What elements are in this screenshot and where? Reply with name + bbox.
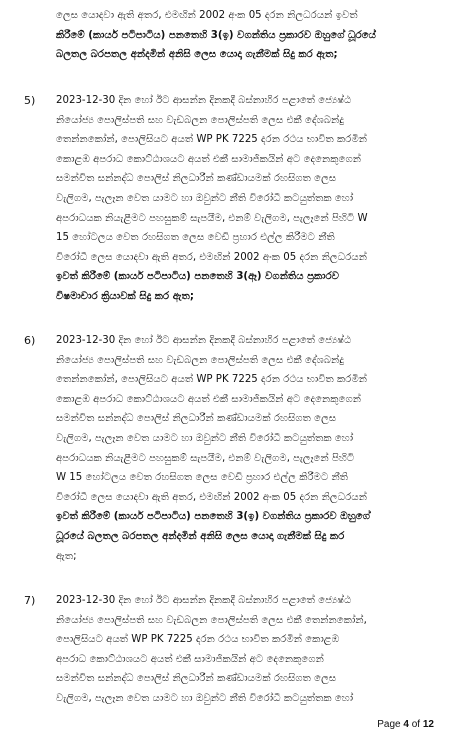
text-line: නියෝජ්‍ය පොලිස්පති සහ වැඩබලන පොලිස්පති ලෙස එකී තෙන්නකෝන්, — [56, 614, 367, 626]
text-line: තෙන්නකෝන්, පොලිසියට අයත් WP PK 7225 දරන රථය භාවිත කරමින් — [56, 374, 368, 386]
text-line: විෂමාචාර ක්‍රියාවක් සිදු කර ඇත; — [56, 290, 194, 302]
text-line: බලතල බරපතල අන්දමින් අනිසි ලෙස යොදා ගැනීමක් සිදු කර ඇත; — [56, 49, 338, 61]
paragraph-7 — [56, 591, 412, 709]
paragraph-6 — [56, 331, 412, 566]
text-line: පොලිසියට අයත් WP PK 7225 දරන රථය භාවිත කරමින් කොළඹ — [56, 634, 340, 646]
text-line: ඇත; — [56, 550, 77, 562]
text-line: W 15 හෝටලය වෙත රහසිගත ලෙස වෙඩි ප්‍රහාර එල්ල කිරීමට නීති — [56, 472, 349, 484]
paragraph-continued — [56, 6, 412, 65]
text-line: වැලිගම, පැලෑන වෙත යාමට හා ඔවුන්ට නීති විරෝධී කටයුත්තක හෝ — [56, 192, 354, 204]
text-line: 2023-12-30 දින හෝ ඊට ආසන්න දිනකදී බස්නාහිර පළාතේ ජ්‍යෙෂ්ඨ — [56, 335, 351, 346]
page-number: 4 — [403, 719, 409, 730]
paragraph-number: 5) — [24, 94, 36, 107]
text-line: 2023-12-30 දින හෝ ඊට ආසන්න දිනකදී බස්නාහිර පළාතේ ජ්‍යෙෂ්ඨ — [56, 595, 351, 606]
page-of-label: of — [411, 719, 421, 730]
text-line: කොළඹ අපරාධ කොට්ඨාශයට අයත් එකී සාමාජිකයින් අට දෙනෙකුගෙන් — [56, 393, 362, 405]
text-line: කොළඹ අපරාධ කොට්ඨාශයට අයත් එකී සාමාජිකයින් අට දෙනෙකුගෙන් — [56, 153, 362, 165]
text-line: ලෙස යොදවා ඇති අතර, එමඟින් 2002 අංක 05 දරන නිලධරයන් ඉවත් — [56, 10, 358, 21]
text-line: සමන්විත සන්නද්ධ පොලිස් නිලධාරීන් කණ්ඩායමක් රහසිගත ලෙස — [56, 413, 337, 425]
text-line: නියෝජ්‍ය පොලිස්පති සහ වැඩබලන පොලිස්පති ලෙස එකී දේශබන්දු — [56, 114, 344, 126]
text-line: අපරාධයක නියැළීමට පහසුකම් සැපයීම, එනම් වැලිගම, පැලෑනේ පිහිටි W — [56, 212, 368, 224]
text-line: විරෝධී ලෙස යොදවා ඇති අතර, එමඟින් 2002 අංක 05 දරන නිලධරයන් — [56, 491, 367, 503]
text-line: වැලිගම, පැලෑන වෙත යාමට හා ඔවුන්ට නීති විරෝධී කටයුත්තක හෝ — [56, 432, 354, 444]
text-line: සමන්විත සන්නද්ධ පොලිස් නිලධාරීන් කණ්ඩායමක් රහසිගත ලෙස — [56, 673, 337, 685]
text-line: කිරීමේ (කාර්ය පටිපාටිය) පනතෙහි 3(ඉ) වගන්තිය ප්‍රකාරව ඔහුගේ ධූරයේ — [56, 29, 376, 41]
page-total: 12 — [422, 719, 434, 730]
text-line: සමන්විත සන්නද්ධ පොලිස් නිලධාරීන් කණ්ඩායමක් රහසිගත ලෙස — [56, 173, 337, 185]
text-line: 15 හෝටලය වෙත රහසිගත ලෙස වෙඩි ප්‍රහාර එල්ල කිරීමට නීති — [56, 232, 335, 244]
text-line: නියෝජ්‍ය පොලිස්පති සහ වැඩබලන පොලිස්පති ලෙස එකී දේශබන්දු — [56, 354, 344, 366]
text-line: විරෝධී ලෙස යොදවා ඇති අතර, එමඟින් 2002 අංක 05 දරන නිලධරයන් — [56, 251, 367, 263]
text-line: ධූරයේ බලතල බරපතල අන්දමින් අනිසි ලෙස යොදා ගැනීමක් සිදු කර — [56, 530, 345, 542]
text-line: ඉවත් කිරීමේ (කාර්ය පටිපාටිය) පනතෙහි 3(ඈ) වගන්තිය ප්‍රකාරව — [56, 271, 340, 283]
text-line: අපරාධ කොට්ඨාශයට අයත් එකී සාමාජිකයින් අට දෙනෙකුගෙන් — [56, 653, 324, 665]
text-line: තෙන්නකෝන්, පොලිසියට අයත් WP PK 7225 දරන රථය භාවිත කරමින් — [56, 134, 368, 146]
text-line: අපරාධයක නියැළීමට පහසුකම් සැපයීම, එනම් වැලිගම, පැලෑනේ පිහිටි — [56, 452, 355, 464]
paragraph-5 — [56, 91, 412, 307]
text-line: 2023-12-30 දින හෝ ඊට ආසන්න දිනකදී බස්නාහිර පළාතේ ජ්‍යෙෂ්ඨ — [56, 95, 351, 106]
page-label: Page — [377, 719, 401, 730]
paragraph-number: 6) — [24, 334, 36, 347]
text-line: වැලිගම, පැලෑන වෙත යාමට හා ඔවුන්ට නීති විරෝධී කටයුත්තක හෝ — [56, 692, 354, 704]
page-footer — [377, 719, 434, 730]
paragraph-number: 7) — [24, 594, 36, 607]
text-line: ඉවත් කිරීමේ (කාර්ය පටිපාටිය) පනතෙහි 3(ඉ) වගන්තිය ප්‍රකාරව ඔහුගේ — [56, 511, 371, 523]
